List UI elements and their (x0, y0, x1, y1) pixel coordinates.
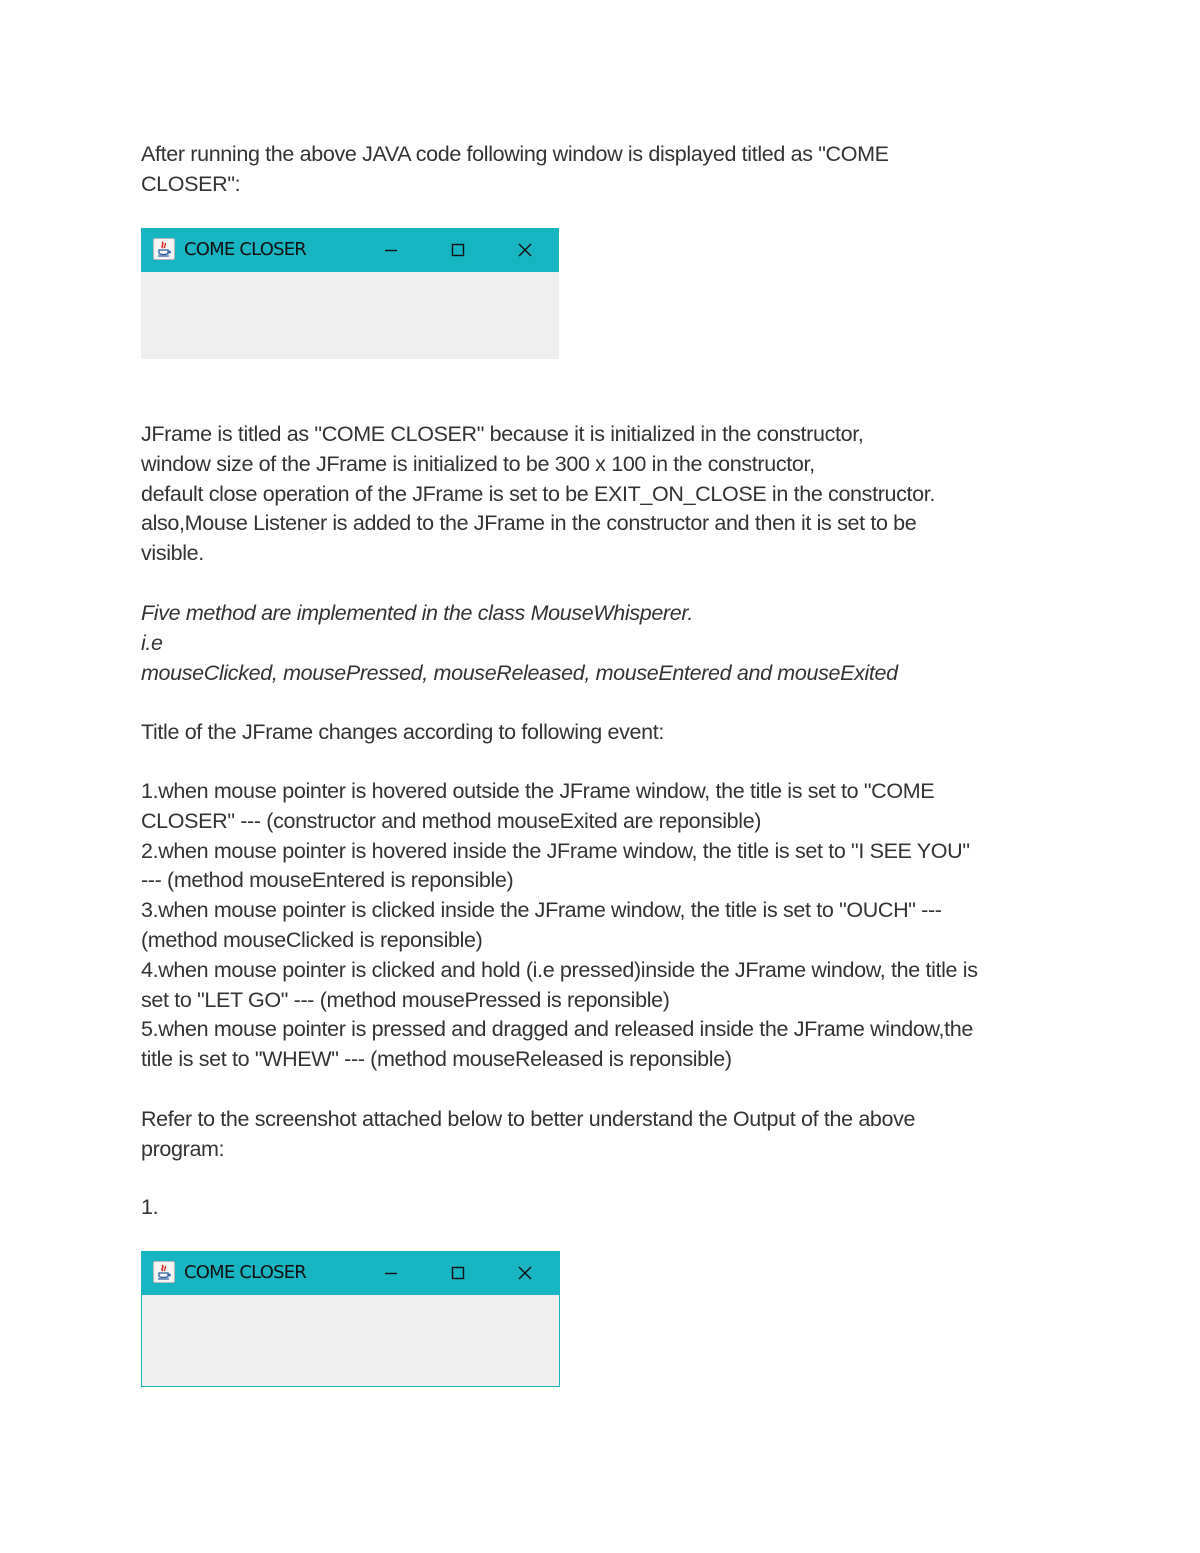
methods-line: Five method are implemented in the class MouseWhisperer. (141, 601, 693, 625)
event-line: title is set to "WHEW" --- (method mouseReleased is reponsible) (141, 1047, 732, 1072)
intro-line: CLOSER": (141, 171, 241, 196)
window-titlebar (141, 228, 559, 272)
explanation-line: JFrame is titled as "COME CLOSER" because it is initialized in the constructor, (141, 422, 864, 446)
event-line: set to "LET GO" --- (method mousePressed is reponsible) (141, 987, 670, 1012)
close-icon (511, 236, 539, 264)
event-line: 4.when mouse pointer is clicked and hold (i.e pressed)inside the JFrame window, the title is (141, 957, 978, 982)
close-icon (511, 1259, 539, 1287)
jframe-window-screenshot (141, 228, 559, 359)
minimize-icon (377, 236, 405, 264)
refer-line: Refer to the screenshot attached below to better understand the Output of the above (141, 1107, 916, 1131)
minimize-icon (377, 1259, 405, 1287)
java-icon (153, 238, 175, 260)
refer-paragraph (141, 1105, 1071, 1165)
jframe-window-screenshot (141, 1251, 560, 1387)
refer-line: program: (141, 1136, 225, 1161)
java-icon (153, 1261, 175, 1283)
explanation-line: visible. (141, 541, 204, 566)
window-content-area (141, 1295, 560, 1387)
step-number: 1. (141, 1195, 159, 1219)
explanation-line: default close operation of the JFrame is set to be EXIT_ON_CLOSE in the constructor. (141, 481, 935, 506)
window-content-area (141, 272, 559, 359)
methods-paragraph (141, 599, 1071, 688)
event-line: 5.when mouse pointer is pressed and dragged and released inside the JFrame window,the (141, 1017, 973, 1042)
event-line: 3.when mouse pointer is clicked inside the JFrame window, the title is set to "OUCH" --- (141, 898, 942, 923)
event-line: 1.when mouse pointer is hovered outside the JFrame window, the title is set to "COME (141, 779, 935, 803)
window-title: COME CLOSER (184, 1262, 306, 1283)
maximize-icon (444, 1259, 472, 1287)
events-heading: Title of the JFrame changes according to following event: (141, 720, 665, 744)
explanation-paragraph (141, 420, 1071, 569)
event-line: CLOSER" --- (constructor and method mouseExited are reponsible) (141, 808, 762, 833)
window-title: COME CLOSER (184, 239, 306, 260)
window-titlebar (141, 1251, 560, 1295)
event-line: 2.when mouse pointer is hovered inside the JFrame window, the title is set to "I SEE YOU" (141, 838, 970, 863)
event-line: (method mouseClicked is reponsible) (141, 927, 483, 952)
intro-paragraph (141, 140, 1071, 200)
event-line: --- (method mouseEntered is reponsible) (141, 868, 514, 893)
explanation-line: also,Mouse Listener is added to the JFrame in the constructor and then it is set to be (141, 511, 917, 536)
methods-line: mouseClicked, mousePressed, mouseReleased, mouseEntered and mouseExited (141, 660, 898, 685)
methods-line: i.e (141, 630, 163, 655)
explanation-line: window size of the JFrame is initialized to be 300 x 100 in the constructor, (141, 451, 815, 476)
intro-line: After running the above JAVA code following window is displayed titled as "COME (141, 142, 889, 166)
events-list (141, 777, 1071, 1075)
maximize-icon (444, 236, 472, 264)
